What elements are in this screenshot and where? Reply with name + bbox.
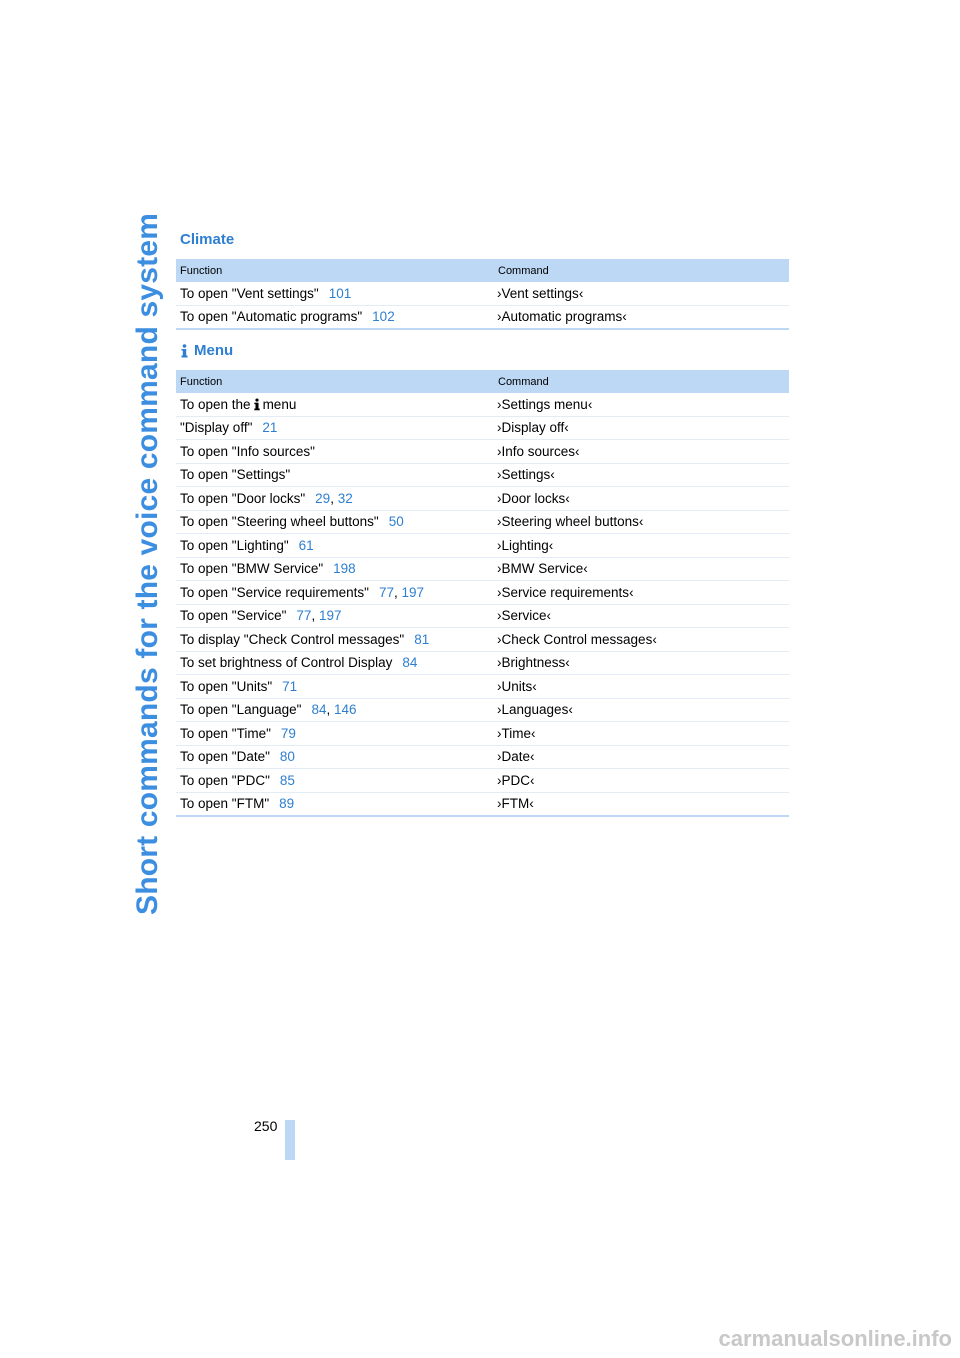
page-reference-link[interactable]: 102 (372, 309, 395, 325)
table-row (176, 698, 789, 722)
page-reference-link[interactable]: 101 (328, 285, 352, 301)
side-title: Short commands for the voice command system (131, 212, 164, 915)
function-text: To open "PDC" (180, 772, 270, 788)
header-function: Function (176, 259, 493, 282)
page-reference-link[interactable]: 21 (262, 420, 278, 436)
info-i-icon (253, 398, 261, 411)
page-reference-link[interactable]: 50 (388, 514, 404, 530)
function-text: To open "FTM" (180, 796, 270, 812)
command-cell (493, 769, 789, 793)
command-cell (493, 604, 789, 628)
function-text: To open "Vent settings" (180, 285, 319, 301)
table-row (176, 534, 789, 558)
table-row (176, 393, 789, 416)
command-text: › PDC ‹ (497, 773, 535, 788)
table-row (176, 510, 789, 534)
function-cell (176, 557, 493, 581)
function-text: To open "Info sources" (180, 443, 315, 459)
command-text: › Time ‹ (497, 726, 536, 741)
function-cell (176, 769, 493, 793)
function-text: To open "Lighting" (180, 537, 289, 553)
command-text: › Date ‹ (497, 749, 535, 764)
page-reference-link[interactable]: 89 (279, 796, 295, 812)
function-cell (176, 698, 493, 722)
function-cell (176, 651, 493, 675)
function-cell (176, 675, 493, 699)
function-text: To open "Settings" (180, 467, 291, 483)
table-row (176, 651, 789, 675)
command-cell (493, 581, 789, 605)
page-reference-link[interactable]: 29 (315, 490, 331, 506)
page-reference-link[interactable]: 80 (279, 749, 295, 765)
table-row (176, 463, 789, 487)
command-text: › Vent settings ‹ (497, 286, 583, 301)
page-reference-link[interactable]: 85 (279, 772, 295, 788)
command-text: › Steering wheel buttons ‹ (497, 514, 643, 529)
command-cell (493, 393, 789, 416)
function-cell (176, 510, 493, 534)
ref-separator: , (326, 702, 334, 718)
ref-separator: , (311, 608, 319, 624)
table-row (176, 628, 789, 652)
command-text: › Settings menu ‹ (497, 397, 592, 412)
command-cell (493, 628, 789, 652)
command-text: › BMW Service ‹ (497, 561, 588, 576)
page-reference-link[interactable]: 81 (414, 631, 430, 647)
page-reference-link[interactable]: 198 (333, 561, 356, 577)
table-row (176, 487, 789, 511)
table-row (176, 416, 789, 440)
function-text: To open "Units" (180, 678, 273, 694)
command-text: › Settings ‹ (497, 467, 555, 482)
function-text: menu (262, 396, 297, 412)
function-text: To open "Time" (180, 725, 271, 741)
function-text: To open "Service requirements" (180, 584, 369, 600)
function-cell (176, 487, 493, 511)
function-cell (176, 792, 493, 816)
table-row (176, 305, 789, 329)
command-text: › Info sources ‹ (497, 444, 580, 459)
page-reference-link[interactable]: 77 (296, 608, 312, 624)
function-text: To open "Date" (180, 749, 270, 765)
watermark: carmanualsonline.info (718, 1326, 952, 1351)
info-i-icon (180, 344, 189, 358)
command-cell (493, 722, 789, 746)
command-text: › Units ‹ (497, 679, 537, 694)
table-row (176, 675, 789, 699)
command-cell (493, 557, 789, 581)
command-cell (493, 463, 789, 487)
page-reference-link[interactable]: 77 (378, 584, 394, 600)
command-text: › Service requirements ‹ (497, 585, 634, 600)
table-header-row (176, 259, 789, 282)
ref-separator: , (393, 584, 402, 600)
function-cell (176, 581, 493, 605)
function-cell (176, 722, 493, 746)
table-header-row (176, 370, 789, 393)
page-reference-link[interactable]: 61 (298, 537, 314, 553)
page-reference-link[interactable]: 32 (337, 490, 353, 506)
command-text: › Lighting ‹ (497, 538, 553, 553)
header-command: Command (493, 259, 789, 282)
command-text: › Brightness ‹ (497, 655, 570, 670)
function-text: To open "Service" (180, 608, 287, 624)
command-text: › Door locks ‹ (497, 491, 570, 506)
function-cell (176, 305, 493, 329)
menu-title-text: Menu (194, 342, 234, 359)
page-number: 250 (254, 1118, 278, 1134)
function-text: "Display off" (180, 420, 253, 436)
table-row (176, 282, 789, 305)
page-reference-link[interactable]: 197 (401, 584, 425, 600)
function-cell (176, 282, 493, 305)
command-cell (493, 510, 789, 534)
function-text: To open "Steering wheel buttons" (180, 514, 379, 530)
function-cell (176, 534, 493, 558)
table-row (176, 769, 789, 793)
page-reference-link[interactable]: 84 (402, 655, 418, 671)
command-cell (493, 416, 789, 440)
page-bar (285, 1120, 295, 1160)
command-text: › Automatic programs ‹ (497, 309, 627, 324)
ref-separator: , (330, 490, 338, 506)
table-row (176, 604, 789, 628)
command-text: › Languages ‹ (497, 702, 573, 717)
table-row (176, 722, 789, 746)
table-row (176, 581, 789, 605)
command-cell (493, 745, 789, 769)
function-text: To open "Language" (180, 702, 302, 718)
menu-section-title (180, 342, 233, 359)
command-cell (493, 792, 789, 816)
function-text: To display "Check Control messages" (180, 631, 405, 647)
function-cell (176, 628, 493, 652)
command-cell (493, 534, 789, 558)
page-reference-link[interactable]: 84 (311, 702, 327, 718)
climate-title-text: Climate (180, 231, 235, 248)
function-cell (176, 440, 493, 464)
command-cell (493, 440, 789, 464)
function-text: To open "Automatic programs" (180, 309, 363, 325)
climate-table (176, 259, 789, 330)
page-reference-link[interactable]: 146 (334, 702, 357, 718)
table-row (176, 792, 789, 816)
function-cell (176, 463, 493, 487)
menu-table (176, 370, 789, 817)
function-text: To open "BMW Service" (180, 561, 324, 577)
function-cell (176, 416, 493, 440)
command-cell (493, 305, 789, 329)
page-reference-link[interactable]: 71 (282, 678, 298, 694)
climate-section-title (180, 231, 234, 248)
table-row (176, 440, 789, 464)
header-function: Function (176, 370, 493, 393)
page-reference-link[interactable]: 79 (280, 725, 296, 741)
command-cell (493, 651, 789, 675)
function-text: To set brightness of Control Display (180, 655, 393, 671)
command-text: › FTM ‹ (497, 796, 534, 811)
function-cell (176, 745, 493, 769)
table-row (176, 557, 789, 581)
command-text: › Service ‹ (497, 608, 551, 623)
command-text: › Display off ‹ (497, 420, 569, 435)
function-cell (176, 393, 493, 416)
command-text: › Check Control messages ‹ (497, 632, 657, 647)
command-cell (493, 282, 789, 305)
table-row (176, 745, 789, 769)
function-text: To open "Door locks" (180, 490, 306, 506)
function-cell (176, 604, 493, 628)
command-cell (493, 675, 789, 699)
command-cell (493, 698, 789, 722)
header-command: Command (493, 370, 789, 393)
command-cell (493, 487, 789, 511)
function-text: To open the (180, 396, 251, 412)
page-reference-link[interactable]: 197 (318, 608, 342, 624)
